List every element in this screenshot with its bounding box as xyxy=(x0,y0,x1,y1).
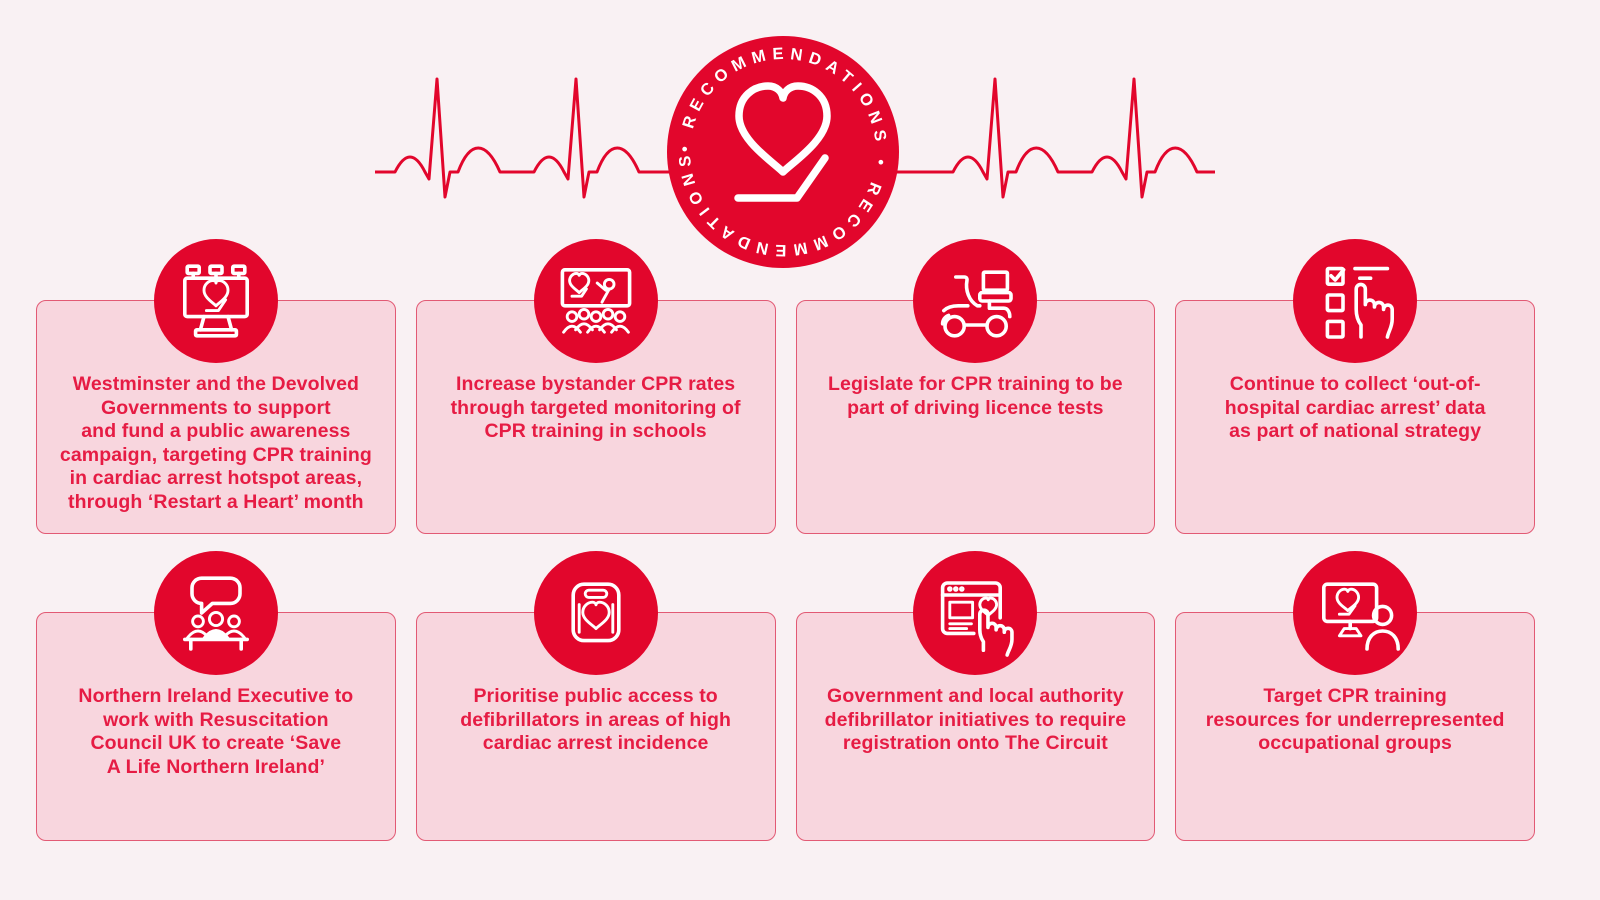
card-text: Government and local authority defibrillator initiatives to require registration onto The Circuit xyxy=(824,685,1127,754)
recommendation-card xyxy=(416,612,776,841)
billboard-icon xyxy=(154,239,278,363)
recommendation-card xyxy=(1175,612,1535,841)
recommendation-card xyxy=(36,300,396,534)
badge-circle xyxy=(667,36,899,268)
card-text: Prioritise public access to defibrillators in areas of high cardiac arrest incidence xyxy=(460,685,731,754)
badge-ring-text: • RECOMMENDATIONS • RECOMMENDATIONS xyxy=(675,44,891,260)
meeting-speech-bubble-icon xyxy=(154,551,278,675)
recommendations-badge xyxy=(667,36,899,268)
recommendation-card xyxy=(796,612,1156,841)
card-text: Continue to collect ‘out-of- hospital cardiac arrest’ data as part of national strategy xyxy=(1224,373,1486,442)
card-text: Legislate for CPR training to be part of driving licence tests xyxy=(828,373,1123,419)
recommendation-card xyxy=(1175,300,1535,534)
cards-row-bottom xyxy=(36,612,1535,841)
recommendation-card xyxy=(36,612,396,841)
classroom-cpr-icon xyxy=(534,239,658,363)
online-training-person-icon xyxy=(1293,551,1417,675)
card-text: Target CPR training resources for underrepresented occupational groups xyxy=(1205,685,1505,754)
card-text: Westminster and the Devolved Governments to support and fund a public awareness campaign, targeting CPR training in cardiac arrest hotspot areas, through ‘Restart a Heart’ month xyxy=(59,373,372,513)
recommendation-card xyxy=(416,300,776,534)
scooter-icon xyxy=(913,239,1037,363)
defibrillator-icon xyxy=(534,551,658,675)
checklist-hand-icon xyxy=(1293,239,1417,363)
website-registration-icon xyxy=(913,551,1037,675)
recommendation-card xyxy=(796,300,1156,534)
cards-row-top xyxy=(36,300,1535,534)
card-text: Northern Ireland Executive to work with Resuscitation Council UK to create ‘Save A Life Northern Ireland’ xyxy=(78,685,354,778)
card-text: Increase bystander CPR rates through targeted monitoring of CPR training in schools xyxy=(450,373,741,442)
